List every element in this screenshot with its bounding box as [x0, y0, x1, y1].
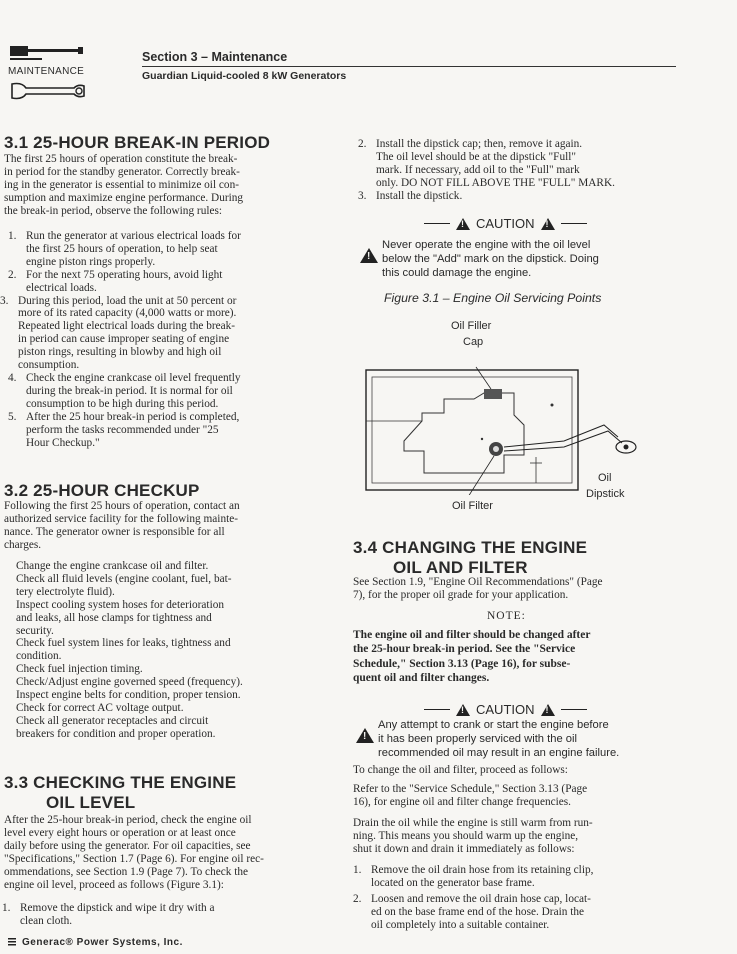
list-item: 1. Run the generator at various electrical loads for the first 25 hours of operation, to help seat engine piston rings properly.	[8, 230, 241, 268]
heading-3-3: 3.3 CHECKING THE ENGINE OIL LEVEL	[4, 773, 237, 812]
caution-header-1: ! CAUTION !	[424, 216, 587, 231]
header-label: MAINTENANCE	[8, 66, 85, 77]
tools-icon	[8, 42, 84, 64]
caution-text-1: ! Never operate the engine with the oil level below the "Add" mark on the dipstick. Doing this could damage the engine.	[382, 238, 672, 280]
footer-bullet-icon	[8, 936, 18, 946]
list-item: 2. Loosen and remove the oil drain hose cap, locat- ed on the base frame end of the hose. Drain the oil completely into a suitable container.	[353, 892, 591, 931]
warning-icon	[356, 728, 374, 743]
figure-caption: Figure 3.1 – Engine Oil Servicing Points	[384, 291, 602, 305]
section-3-1-list	[0, 230, 311, 449]
warning-icon	[360, 248, 378, 263]
section-3-4-drain: Drain the oil while the engine is still warm from run- ning. This means you should warm up the engine, shut it down and drain it immediately as follows:	[353, 817, 593, 855]
section-3-4-intro: See Section 1.9, "Engine Oil Recommendations" (Page 7), for the proper oil grade for your application.	[353, 576, 603, 601]
section-3-4-steps	[353, 864, 681, 932]
list-item: 3. During this period, load the unit at 50 percent or more of its rated capacity (4,000 watts or more). Repeated light electrical loads during the break- in period can cause improper seating of engine piston rings, resulting in blowby and high oil consumption.	[0, 294, 237, 372]
label-dipstick: Dipstick	[586, 488, 625, 500]
caution-header-2: ! CAUTION !	[424, 702, 587, 717]
list-item: Change the engine crankcase oil and filter.	[16, 560, 209, 572]
list-item: Check all fluid levels (engine coolant, fuel, bat- tery electrolyte fluid).	[16, 572, 232, 598]
note-text: The engine oil and filter should be changed after the 25-hour break-in period. See the "Service Schedule," Section 3.13 (Page 16), for subse- quent oil and filter changes.	[353, 629, 591, 684]
list-item: 1. Remove the dipstick and wipe it dry with a clean cloth.	[2, 902, 215, 927]
label-oil-filter: Oil Filter	[452, 500, 493, 512]
section-3-4-refer: Refer to the "Service Schedule," Section 3.13 (Page 16), for engine oil and filter change frequencies.	[353, 783, 588, 808]
list-item: Check for correct AC voltage output.	[16, 701, 184, 714]
list-item: Check fuel system lines for leaks, tightness and condition.	[16, 637, 231, 663]
section-title: Section 3 – Maintenance	[142, 50, 288, 64]
section-3-4-proceed: To change the oil and filter, proceed as follows:	[353, 764, 568, 776]
list-item: Check/Adjust engine governed speed (frequency).	[16, 676, 243, 689]
list-item: 3. Install the dipstick.	[358, 189, 463, 202]
header-subtitle: Guardian Liquid-cooled 8 kW Generators	[142, 70, 347, 82]
label-oil-filler: Oil Filler	[451, 320, 492, 332]
label-oil: Oil	[598, 472, 612, 484]
list-item: 2. For the next 75 operating hours, avoid light electrical loads.	[8, 268, 223, 294]
heading-3-1: 3.1 25-HOUR BREAK-IN PERIOD	[4, 133, 271, 152]
warning-icon	[456, 218, 470, 230]
header-rule	[142, 66, 676, 67]
section-3-1-intro: The first 25 hours of operation constitute the break- in period for the standby generator. Correctly break- ing in the generator is essential to minimize oil con- sumption and maximize engine performance. During the break-in period, observe the following rules:	[4, 153, 244, 217]
footer-publisher: Generac® Power Systems, Inc.	[22, 937, 183, 948]
list-item: Check fuel injection timing.	[16, 663, 143, 676]
section-3-2-intro: Following the first 25 hours of operation, contact an authorized service facility for the following mainte- nance. The generator owner is responsible for all charges.	[4, 500, 240, 551]
heading-3-4: 3.4 CHANGING THE ENGINE OIL AND FILTER	[353, 538, 588, 577]
warning-icon	[541, 704, 555, 716]
wrench-icon	[8, 80, 88, 102]
list-item: Inspect cooling system hoses for deterioration and leaks, all hose clamps for tightness and security.	[16, 598, 224, 637]
list-item: 2. Install the dipstick cap; then, remove it again. The oil level should be at the dipstick "Full" mark. If necessary, add oil to the "Full" mark only. DO NOT FILL ABOVE THE "FULL" MARK.	[358, 138, 615, 189]
warning-icon	[456, 704, 470, 716]
list-item: 1. Remove the oil drain hose from its retaining clip, located on the generator base frame.	[353, 864, 594, 889]
caution-text-2: ! Any attempt to crank or start the engine before it has been properly serviced with the oil recommended oil may result in an engine failure.	[378, 718, 678, 760]
list-item: 4. Check the engine crankcase oil level frequently during the break-in period. It is normal for oil consumption to be high during this period.	[8, 371, 241, 410]
list-item: Check all generator receptacles and circuit breakers for condition and proper operation.	[16, 714, 216, 740]
section-3-2-list	[16, 560, 308, 741]
heading-3-2: 3.2 25-HOUR CHECKUP	[4, 481, 200, 500]
list-item: 5. After the 25 hour break-in period is completed, perform the tasks recommended under "25 Hour Checkup."	[8, 410, 240, 449]
section-3-3-steps-cont	[358, 138, 676, 203]
section-3-3-intro: After the 25-hour break-in period, check the engine oil level every eight hours or operation or at least once daily before using the generator. For oil capacities, see "Specifications," Section 1.7 (Page 6). For engine oil rec- ommendations, see Section 1.9 (Page 7). To check the engine oil level, proceed as follows (Figure 3.1):	[4, 814, 264, 891]
label-cap: Cap	[463, 336, 484, 348]
engine-oil-diagram	[364, 355, 644, 495]
warning-icon	[541, 218, 555, 230]
section-3-3-step1	[2, 902, 308, 928]
note-label: NOTE:	[487, 610, 526, 622]
list-item: Inspect engine belts for condition, proper tension.	[16, 689, 241, 702]
